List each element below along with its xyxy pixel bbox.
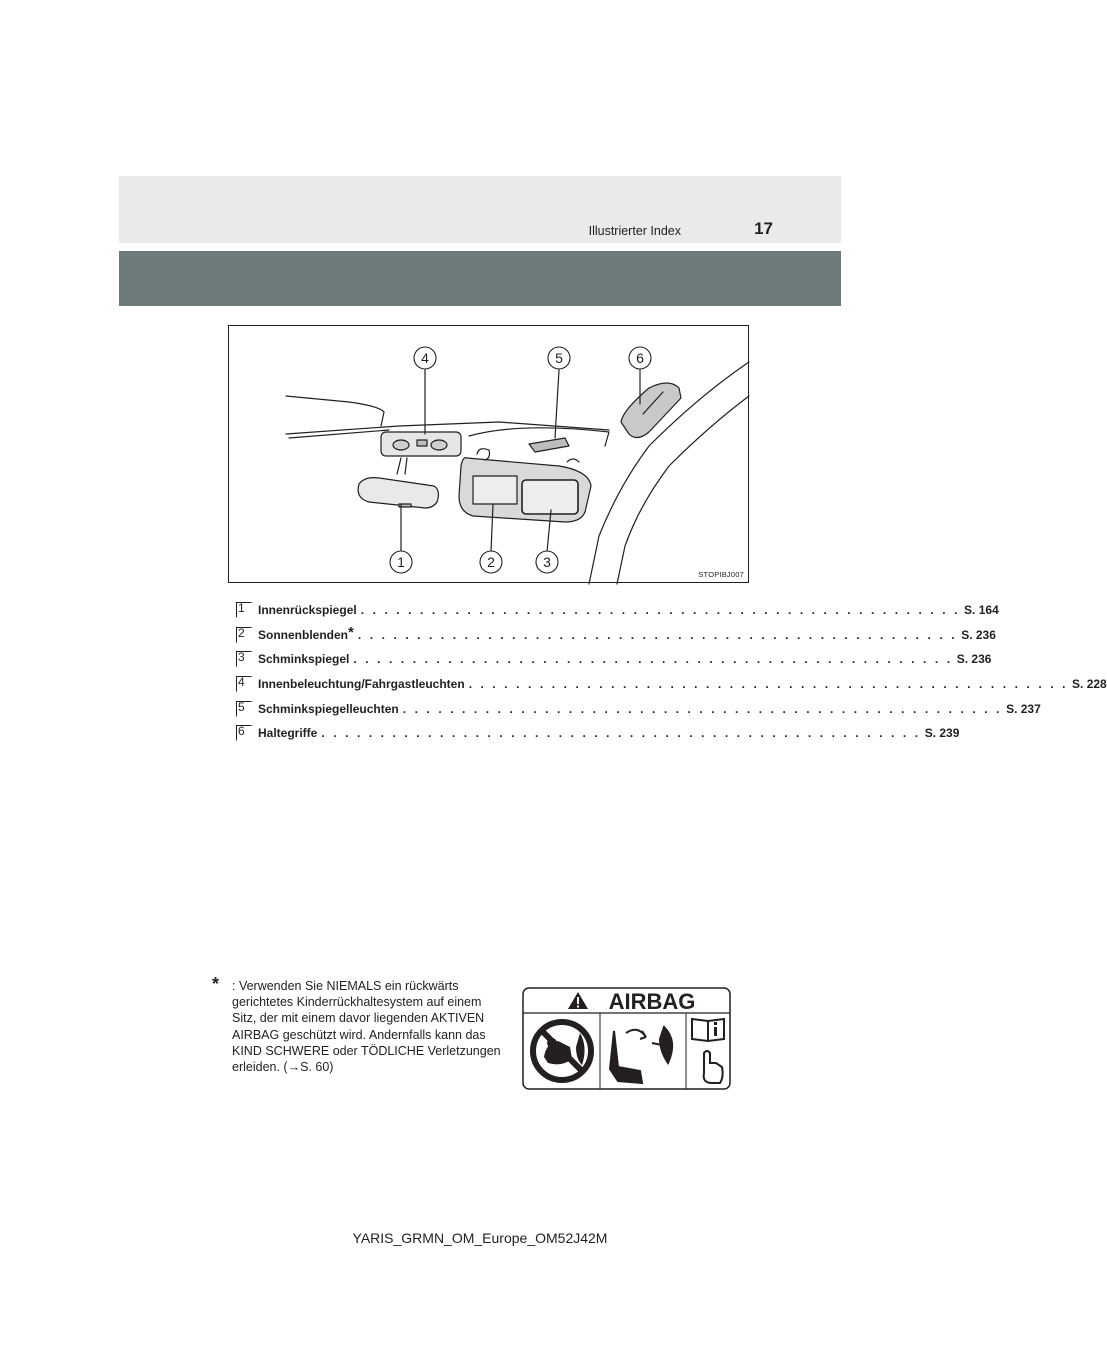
- windshield-edge: [286, 396, 384, 426]
- leader-dots: . . . . . . . . . . . . . . . . . . . . . . . . . . . . . . . . . . . . . . . . . . . . . . . . . . .: [353, 652, 953, 667]
- section-title: Illustrierter Index: [588, 224, 681, 238]
- leader-dots: . . . . . . . . . . . . . . . . . . . . . . . . . . . . . . . . . . . . . . . . . . . . . . . . . . .: [321, 726, 921, 741]
- page-reference[interactable]: S. 164: [964, 603, 999, 618]
- number-badge: [236, 676, 252, 692]
- page-reference[interactable]: S. 236: [961, 627, 996, 642]
- item-number: 1: [238, 601, 245, 616]
- document-code: YARIS_GRMN_OM_Europe_OM52J42M: [352, 1230, 608, 1246]
- item-number: 4: [238, 675, 245, 690]
- leader-dots: . . . . . . . . . . . . . . . . . . . . . . . . . . . . . . . . . . . . . . . . . . . . . . . . . . .: [360, 603, 961, 618]
- entry-label: Sonnenblenden*: [258, 623, 354, 642]
- number-badge: [236, 602, 252, 618]
- entry-label: Innenrückspiegel: [258, 603, 357, 618]
- vanity-mirror: [522, 480, 578, 514]
- rear-view-mirror: [358, 478, 438, 508]
- item-number: 6: [238, 724, 245, 739]
- item-number: 5: [238, 699, 245, 714]
- page-header: [119, 176, 841, 243]
- page-reference[interactable]: S. 236: [956, 652, 992, 667]
- airbag-title: AIRBAG: [608, 989, 696, 1014]
- entry-label: Schminkspiegel: [258, 652, 350, 667]
- list-item: [236, 696, 1041, 721]
- footnote: [212, 974, 506, 1075]
- interior-illustration: [228, 325, 749, 583]
- assist-grip: [621, 383, 681, 438]
- entry-label: Innenbeleuchtung/Fahrgastleuchten: [258, 677, 465, 692]
- figure-code: STOPIBJ007: [698, 570, 744, 579]
- leader-dots: . . . . . . . . . . . . . . . . . . . . . . . . . . . . . . . . . . . . . . . . . . . . . . . . . . .: [402, 701, 1003, 716]
- airbag-warning-label: [522, 987, 731, 1090]
- leader-dots: . . . . . . . . . . . . . . . . . . . . . . . . . . . . . . . . . . . . . . . . . . . . . . . . . . .: [468, 677, 1069, 692]
- index-list: [236, 598, 1107, 746]
- callout-label: 1: [397, 554, 405, 570]
- list-item: [236, 647, 992, 672]
- number-badge: [236, 725, 252, 741]
- item-number: 2: [238, 625, 245, 640]
- list-item: [236, 598, 999, 623]
- callout-label: 4: [421, 350, 429, 366]
- list-item: [236, 623, 996, 648]
- entry-label: Haltegriffe: [258, 726, 318, 741]
- callout-label: 2: [487, 554, 495, 570]
- list-item: [236, 721, 960, 746]
- no-rear-facing-seat-icon: [533, 1022, 591, 1080]
- entry-label: Schminkspiegelleuchten: [258, 701, 399, 716]
- page-reference[interactable]: S. 239: [924, 726, 960, 741]
- number-badge: [236, 651, 252, 667]
- vanity-lamp: [529, 438, 569, 452]
- visor-mirror-left: [473, 476, 517, 504]
- leader-dots: . . . . . . . . . . . . . . . . . . . . . . . . . . . . . . . . . . . . . . . . . . . . . . . . . . .: [357, 627, 958, 642]
- number-badge: [236, 627, 252, 643]
- header-band: [119, 251, 841, 306]
- footnote-text: : Verwenden Sie NIEMALS ein rückwärts gerichtetes Kinderrückhaltesystem auf einem Sitz, der mit einem davor liegenden AKTIVEN AIRBAG geschützt wird. Andernfalls kann das KIND SCHWERE oder TÖDLICHE Verletzungen erleiden. (→S. 60): [232, 979, 501, 1075]
- number-badge: [236, 701, 252, 717]
- list-item: [236, 672, 1107, 697]
- item-number: 3: [238, 650, 245, 665]
- callout-label: 6: [636, 350, 644, 366]
- callout-label: 3: [543, 554, 551, 570]
- overhead-console-drawing: [229, 326, 750, 584]
- page-reference[interactable]: S. 237: [1006, 701, 1041, 716]
- page-number: 17: [754, 219, 773, 238]
- footnote-marker: *: [212, 974, 220, 994]
- callout-label: 5: [555, 350, 563, 366]
- page-reference[interactable]: S. 228: [1072, 677, 1107, 692]
